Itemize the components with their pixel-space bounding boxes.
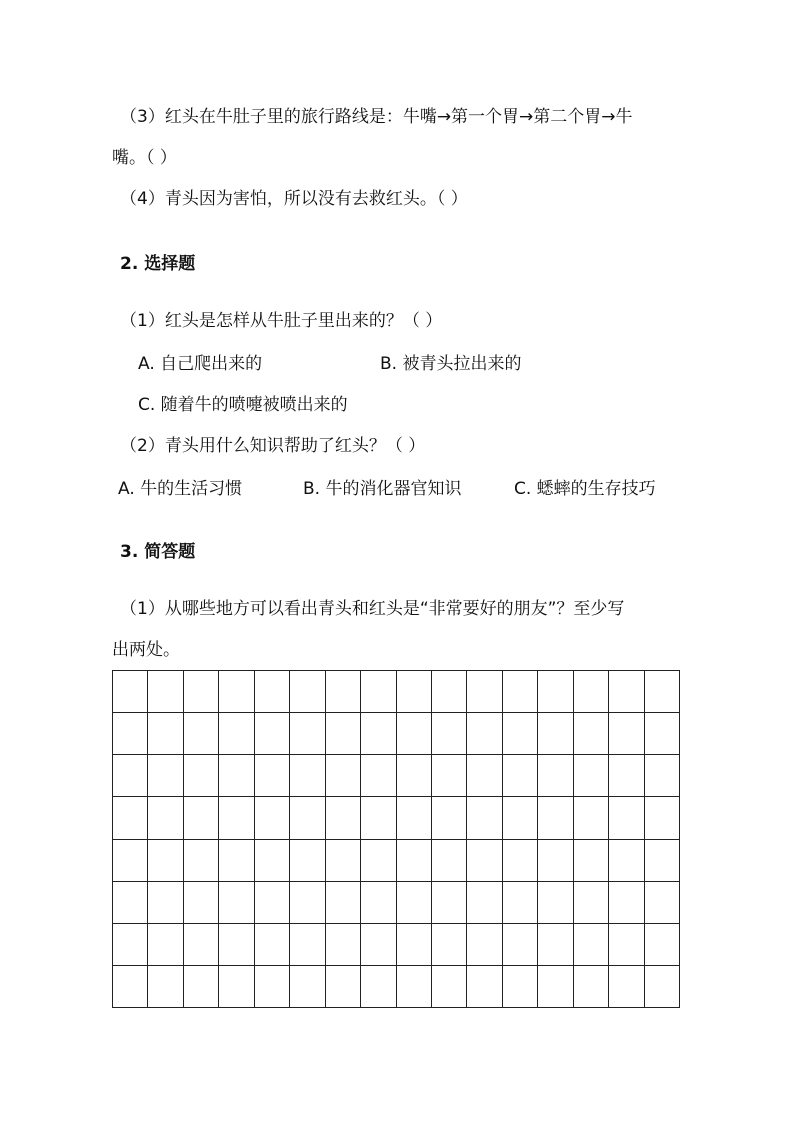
answer-grid-cell[interactable] [397,966,432,1008]
answer-grid-cell[interactable] [503,755,538,797]
choice-q1-option-b: B. 被青头拉出来的 [380,354,522,374]
answer-grid-cell[interactable] [432,713,467,755]
answer-grid-cell[interactable] [113,966,148,1008]
answer-grid-cell[interactable] [361,755,396,797]
answer-grid-cell[interactable] [184,966,219,1008]
answer-grid-cell[interactable] [326,882,361,924]
answer-grid-cell[interactable] [538,882,573,924]
answer-grid-cell[interactable] [290,882,325,924]
answer-grid-cell[interactable] [184,797,219,839]
choice-q2-option-a: A. 牛的生活习惯 [118,479,243,499]
short-answer-q1-line-1: （1）从哪些地方可以看出青头和红头是“非常要好的朋友”？至少写 [120,599,625,619]
answer-grid-cell[interactable] [432,966,467,1008]
answer-grid-cell[interactable] [574,713,609,755]
answer-grid-cell[interactable] [397,713,432,755]
answer-grid-cell[interactable] [113,797,148,839]
answer-grid-cell[interactable] [148,755,183,797]
answer-grid-cell[interactable] [326,713,361,755]
answer-grid-cell[interactable] [609,713,644,755]
answer-grid-cell[interactable] [574,840,609,882]
answer-grid-cell[interactable] [184,840,219,882]
answer-grid-cell[interactable] [255,840,290,882]
answer-grid-cell[interactable] [467,797,502,839]
answer-grid-cell[interactable] [255,755,290,797]
answer-grid-cell[interactable] [113,924,148,966]
answer-grid-cell[interactable] [113,840,148,882]
answer-grid-cell[interactable] [148,882,183,924]
choice-q1-option-a: A. 自己爬出来的 [138,354,263,374]
answer-grid-cell[interactable] [574,671,609,713]
answer-grid-cell[interactable] [184,755,219,797]
choice-q2-option-b: B. 牛的消化器官知识 [303,479,462,499]
answer-grid-cell[interactable] [219,882,254,924]
answer-grid-cell[interactable] [432,924,467,966]
answer-grid-cell[interactable] [290,671,325,713]
answer-grid-cell[interactable] [219,797,254,839]
answer-grid-cell[interactable] [290,966,325,1008]
answer-grid-cell[interactable] [467,966,502,1008]
answer-grid-cell[interactable] [467,713,502,755]
answer-grid-cell[interactable] [397,882,432,924]
answer-grid-cell[interactable] [148,966,183,1008]
answer-grid-cell[interactable] [290,924,325,966]
answer-grid-cell[interactable] [467,840,502,882]
answer-grid-cell[interactable] [219,924,254,966]
answer-grid-cell[interactable] [645,966,680,1008]
answer-grid-cell[interactable] [148,924,183,966]
answer-grid-cell[interactable] [538,966,573,1008]
answer-grid-cell[interactable] [361,840,396,882]
answer-grid-cell[interactable] [538,840,573,882]
answer-grid-cell[interactable] [290,797,325,839]
choice-q1-stem: （1）红头是怎样从牛肚子里出来的？（ ） [120,311,443,331]
answer-grid-cell[interactable] [503,924,538,966]
q4-statement: （4）青头因为害怕，所以没有去救红头。（ ） [120,189,468,209]
answer-grid-cell[interactable] [467,671,502,713]
answer-grid-cell[interactable] [503,966,538,1008]
answer-grid-cell[interactable] [574,755,609,797]
answer-grid-cell[interactable] [432,797,467,839]
answer-grid-cell[interactable] [645,840,680,882]
answer-grid-cell[interactable] [219,713,254,755]
answer-grid-cell[interactable] [148,840,183,882]
answer-grid-cell[interactable] [326,966,361,1008]
answer-grid-cell[interactable] [219,671,254,713]
answer-grid-cell[interactable] [397,840,432,882]
answer-grid-cell[interactable] [255,671,290,713]
answer-grid-cell[interactable] [361,882,396,924]
answer-grid-cell[interactable] [113,713,148,755]
answer-grid-cell[interactable] [113,755,148,797]
answer-grid-cell[interactable] [467,755,502,797]
answer-grid-cell[interactable] [609,882,644,924]
answer-grid-cell[interactable] [574,924,609,966]
answer-grid-cell[interactable] [290,713,325,755]
answer-grid-cell[interactable] [645,713,680,755]
answer-grid-cell[interactable] [538,924,573,966]
answer-grid-cell[interactable] [574,966,609,1008]
answer-grid-cell[interactable] [255,713,290,755]
q3-line-2: 嘴。（ ） [112,148,177,168]
answer-grid-cell[interactable] [255,882,290,924]
answer-grid-cell[interactable] [397,755,432,797]
answer-grid-cell[interactable] [184,882,219,924]
answer-grid-cell[interactable] [113,882,148,924]
answer-grid-cell[interactable] [645,755,680,797]
answer-grid-cell[interactable] [503,882,538,924]
answer-grid-cell[interactable] [397,671,432,713]
answer-grid-cell[interactable] [326,671,361,713]
answer-grid-cell[interactable] [609,966,644,1008]
answer-grid-cell[interactable] [361,966,396,1008]
answer-grid-cell[interactable] [503,713,538,755]
answer-grid-cell[interactable] [609,840,644,882]
answer-grid-cell[interactable] [290,755,325,797]
answer-grid-cell[interactable] [609,924,644,966]
answer-grid-cell[interactable] [361,924,396,966]
choice-q1-option-c: C. 随着牛的喷嚏被喷出来的 [138,395,348,415]
answer-grid-cell[interactable] [432,840,467,882]
answer-grid-cell[interactable] [538,797,573,839]
answer-grid-cell[interactable] [503,671,538,713]
answer-grid-cell[interactable] [432,671,467,713]
answer-grid-cell[interactable] [574,882,609,924]
answer-grid-cell[interactable] [255,924,290,966]
answer-grid-cell[interactable] [290,840,325,882]
answer-grid-cell[interactable] [397,924,432,966]
answer-grid-cell[interactable] [148,671,183,713]
answer-grid-cell[interactable] [609,671,644,713]
choice-heading: 2. 选择题 [120,254,196,274]
answer-grid-cell[interactable] [645,671,680,713]
answer-grid-cell[interactable] [361,797,396,839]
choice-q2-stem: （2）青头用什么知识帮助了红头？（ ） [120,436,426,456]
answer-grid-cell[interactable] [503,840,538,882]
answer-grid-cell[interactable] [113,671,148,713]
answer-grid-cell[interactable] [645,797,680,839]
answer-grid-cell[interactable] [255,797,290,839]
short-answer-q1-line-2: 出两处。 [112,640,180,660]
answer-grid-cell[interactable] [397,797,432,839]
answer-grid-cell[interactable] [538,713,573,755]
answer-grid-cell[interactable] [645,924,680,966]
answer-grid-cell[interactable] [361,671,396,713]
answer-grid-cell[interactable] [467,924,502,966]
answer-grid-cell[interactable] [184,671,219,713]
answer-grid[interactable] [112,670,680,1008]
answer-grid-cell[interactable] [645,882,680,924]
answer-grid-cell[interactable] [609,797,644,839]
answer-grid-cell[interactable] [574,797,609,839]
answer-grid-cell[interactable] [326,840,361,882]
answer-grid-cell[interactable] [219,966,254,1008]
short-answer-heading: 3. 简答题 [120,542,196,562]
answer-grid-cell[interactable] [503,797,538,839]
q3-line-1: （3）红头在牛肚子里的旅行路线是：牛嘴→第一个胃→第二个胃→牛 [120,107,633,127]
answer-grid-cell[interactable] [219,840,254,882]
answer-grid-cell[interactable] [361,713,396,755]
answer-grid-cell[interactable] [255,966,290,1008]
answer-grid-cell[interactable] [184,924,219,966]
answer-grid-cell[interactable] [148,797,183,839]
answer-grid-cell[interactable] [467,882,502,924]
answer-grid-cell[interactable] [609,755,644,797]
answer-grid-cell[interactable] [148,713,183,755]
answer-grid-cell[interactable] [326,797,361,839]
answer-grid-cell[interactable] [326,755,361,797]
answer-grid-cell[interactable] [326,924,361,966]
answer-grid-cell[interactable] [538,755,573,797]
answer-grid-cell[interactable] [432,755,467,797]
answer-grid-cell[interactable] [219,755,254,797]
answer-grid-cell[interactable] [538,671,573,713]
choice-q2-option-c: C. 蟋蟀的生存技巧 [514,479,656,499]
answer-grid-cell[interactable] [432,882,467,924]
answer-grid-cell[interactable] [184,713,219,755]
